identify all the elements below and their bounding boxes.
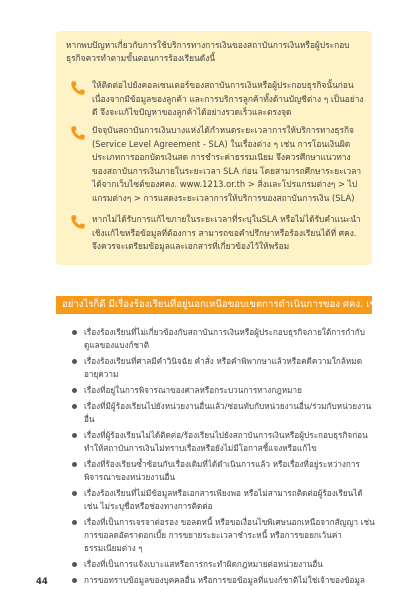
list-item xyxy=(70,326,376,352)
bullet-dot xyxy=(72,404,77,409)
exclusions-heading-band xyxy=(56,296,383,314)
list-item xyxy=(70,355,376,381)
list-item-text: การขอทราบข้อมูลของบุคคลอื่น หรือการขอข้อมูลที่แบงก์ชาติไม่ใช่เจ้าของข้อมูล xyxy=(84,575,365,585)
list-item xyxy=(70,558,376,571)
bullet-dot xyxy=(72,578,77,583)
tip-text: หากไม่ได้รับการแก้ไขภายในระยะเวลาที่ระบุในSLA หรือไม่ได้รับคำแนะนำเชิงแก้ไขหรือข้อมูลที่ต้องการ สามารถขอคำปรึกษาหรือร้องเรียนได้ที่ ศคง. จึงควรจะเตรียมข้อมูลและเอกสารที่เกี่ยวข้องไว้ให้พร้อม xyxy=(92,214,361,251)
list-item-text: เรื่องที่อยู่ในการพิจารณาของศาลหรือกระบวนการทางกฎหมาย xyxy=(84,385,302,395)
exclusions-heading: อย่างไรก็ดี มีเรื่องร้องเรียนที่อยู่นอกเหนือขอบเขตการดำเนินการของ ศคง. เช่น xyxy=(62,299,383,310)
list-item xyxy=(70,516,376,555)
list-item-text: เรื่องร้องเรียนที่ไม่เกี่ยวข้องกับสถาบันการเงินหรือผู้ประกอบธุรกิจภายใต้การกำกับดูแลของแบงก์ชาติ xyxy=(84,327,365,350)
phone-icon xyxy=(70,125,86,141)
list-item-text: เรื่องที่มีผู้ร้องเรียนไปยังหน่วยงานอื่นแล้ว/ซ่อนทับกับหน่วยงานอื่น/ร่วมกับหน่วยงานอื่น xyxy=(84,401,372,424)
tip-text: ให้ติดต่อไปยังคอลเซนเตอร์ของสถาบันการเงินหรือผู้ประกอบธุรกิจนั้นก่อน เนื่องจากมีข้อมูลของลูกค้า และการบริการลูกค้าทั้งด้านบัญชีต่าง ๆ เป็นอย่างดี จึงจะแก้ไขปัญหาของลูกค้าได้อย่างรวดเร็วและตรงจุด xyxy=(92,80,364,117)
phone-icon xyxy=(70,80,86,96)
bullet-dot xyxy=(72,359,77,364)
list-item xyxy=(70,487,376,513)
list-item-text: เรื่องร้องเรียนที่ไม่มีข้อมูลหรือเอกสารเพียงพอ หรือไม่สามารถติดต่อผู้ร้องเรียนได้ เช่น ไม่ระบุชื่อหรือช่องทางการติดต่อ xyxy=(84,488,363,511)
list-item-text: เรื่องที่เป็นการเจรจาต่อรอง ขอลดหนี้ หรือขอเงื่อนไขพิเศษนอกเหนือจากสัญญา เช่น การขอลดอัตราดอกเบี้ย การขยายระยะเวลาชำระหนี้ หรือการขอยกเว้นค่าธรรมเนียมต่าง ๆ xyxy=(84,517,375,553)
intro-text: หากพบปัญหาเกี่ยวกับการใช้บริการทางการเงินของสถาบันการเงินหรือผู้ประกอบธุรกิจควรทำตามขั้นตอนการร้องเรียนดังนี้ xyxy=(66,40,350,63)
exclusions-list xyxy=(70,326,376,590)
list-item xyxy=(70,574,376,587)
list-item-text: เรื่องที่เป็นการแจ้งเบาะแสหรือการกระทำผิดกฎหมายต่อหน่วยงานอื่น xyxy=(84,559,323,569)
list-item xyxy=(70,458,376,484)
bullet-dot xyxy=(72,491,77,496)
bullet-dot xyxy=(72,520,77,525)
bullet-dot xyxy=(72,562,77,567)
bullet-dot xyxy=(72,433,77,438)
list-item xyxy=(70,429,376,455)
phone-icon xyxy=(70,214,86,230)
tip-text: ปัจจุบันสถาบันการเงินบางแห่งได้กำหนดระยะเวลาการให้บริการทางธุรกิจ (Service Level Agreement - SLA) ในเรื่องต่าง ๆ เช่น การโอนเงินผิดประเภทการออกบัตรเงินสด การชำระค่าธรรมเนียม จึงควรศึกษาแนวทางของสถาบันการเงินภายในระยะเวลา SLA ก่อน โดยสามารถศึกษาระยะเวลาได้จากเว็บไซต์ของศคง. www.1213.or.th > สิ่งและโปรแกรมต่างๆ > ไปแกรมต่างๆ > การแสดงระยะเวลาการให้บริการของสถาบันการเงิน (SLA) xyxy=(92,125,362,203)
list-item-text: เรื่องที่ผู้ร้องเรียนไม่ได้ติดต่อ/ร้องเรียนไปยังสถาบันการเงินหรือผู้ประกอบธุรกิจก่อน ทำให้สถาบันการเงินไม่ทราบเรื่องหรือยังไม่มีโอกาสชี้แจงหรือแก้ไข xyxy=(84,430,368,453)
list-item xyxy=(70,400,376,426)
bullet-dot xyxy=(72,330,77,335)
bullet-dot xyxy=(72,462,77,467)
bullet-dot xyxy=(72,388,77,393)
list-item-text: เรื่องที่ร้องเรียนซ้ำซ้อนกับเรื่องเดิมที่ได้ดำเนินการแล้ว หรือเรื่องที่อยู่ระหว่างการพิจารณาของหน่วยงานอื่น xyxy=(84,459,360,482)
list-item-text: เรื่องร้องเรียนที่ศาลมีคำวินิจฉัย คำสั่ง หรือคำพิพากษาแล้วหรือคดีความใกล้หมดอายุความ xyxy=(84,356,363,379)
page-number: 44 xyxy=(36,577,48,587)
list-item xyxy=(70,384,376,397)
